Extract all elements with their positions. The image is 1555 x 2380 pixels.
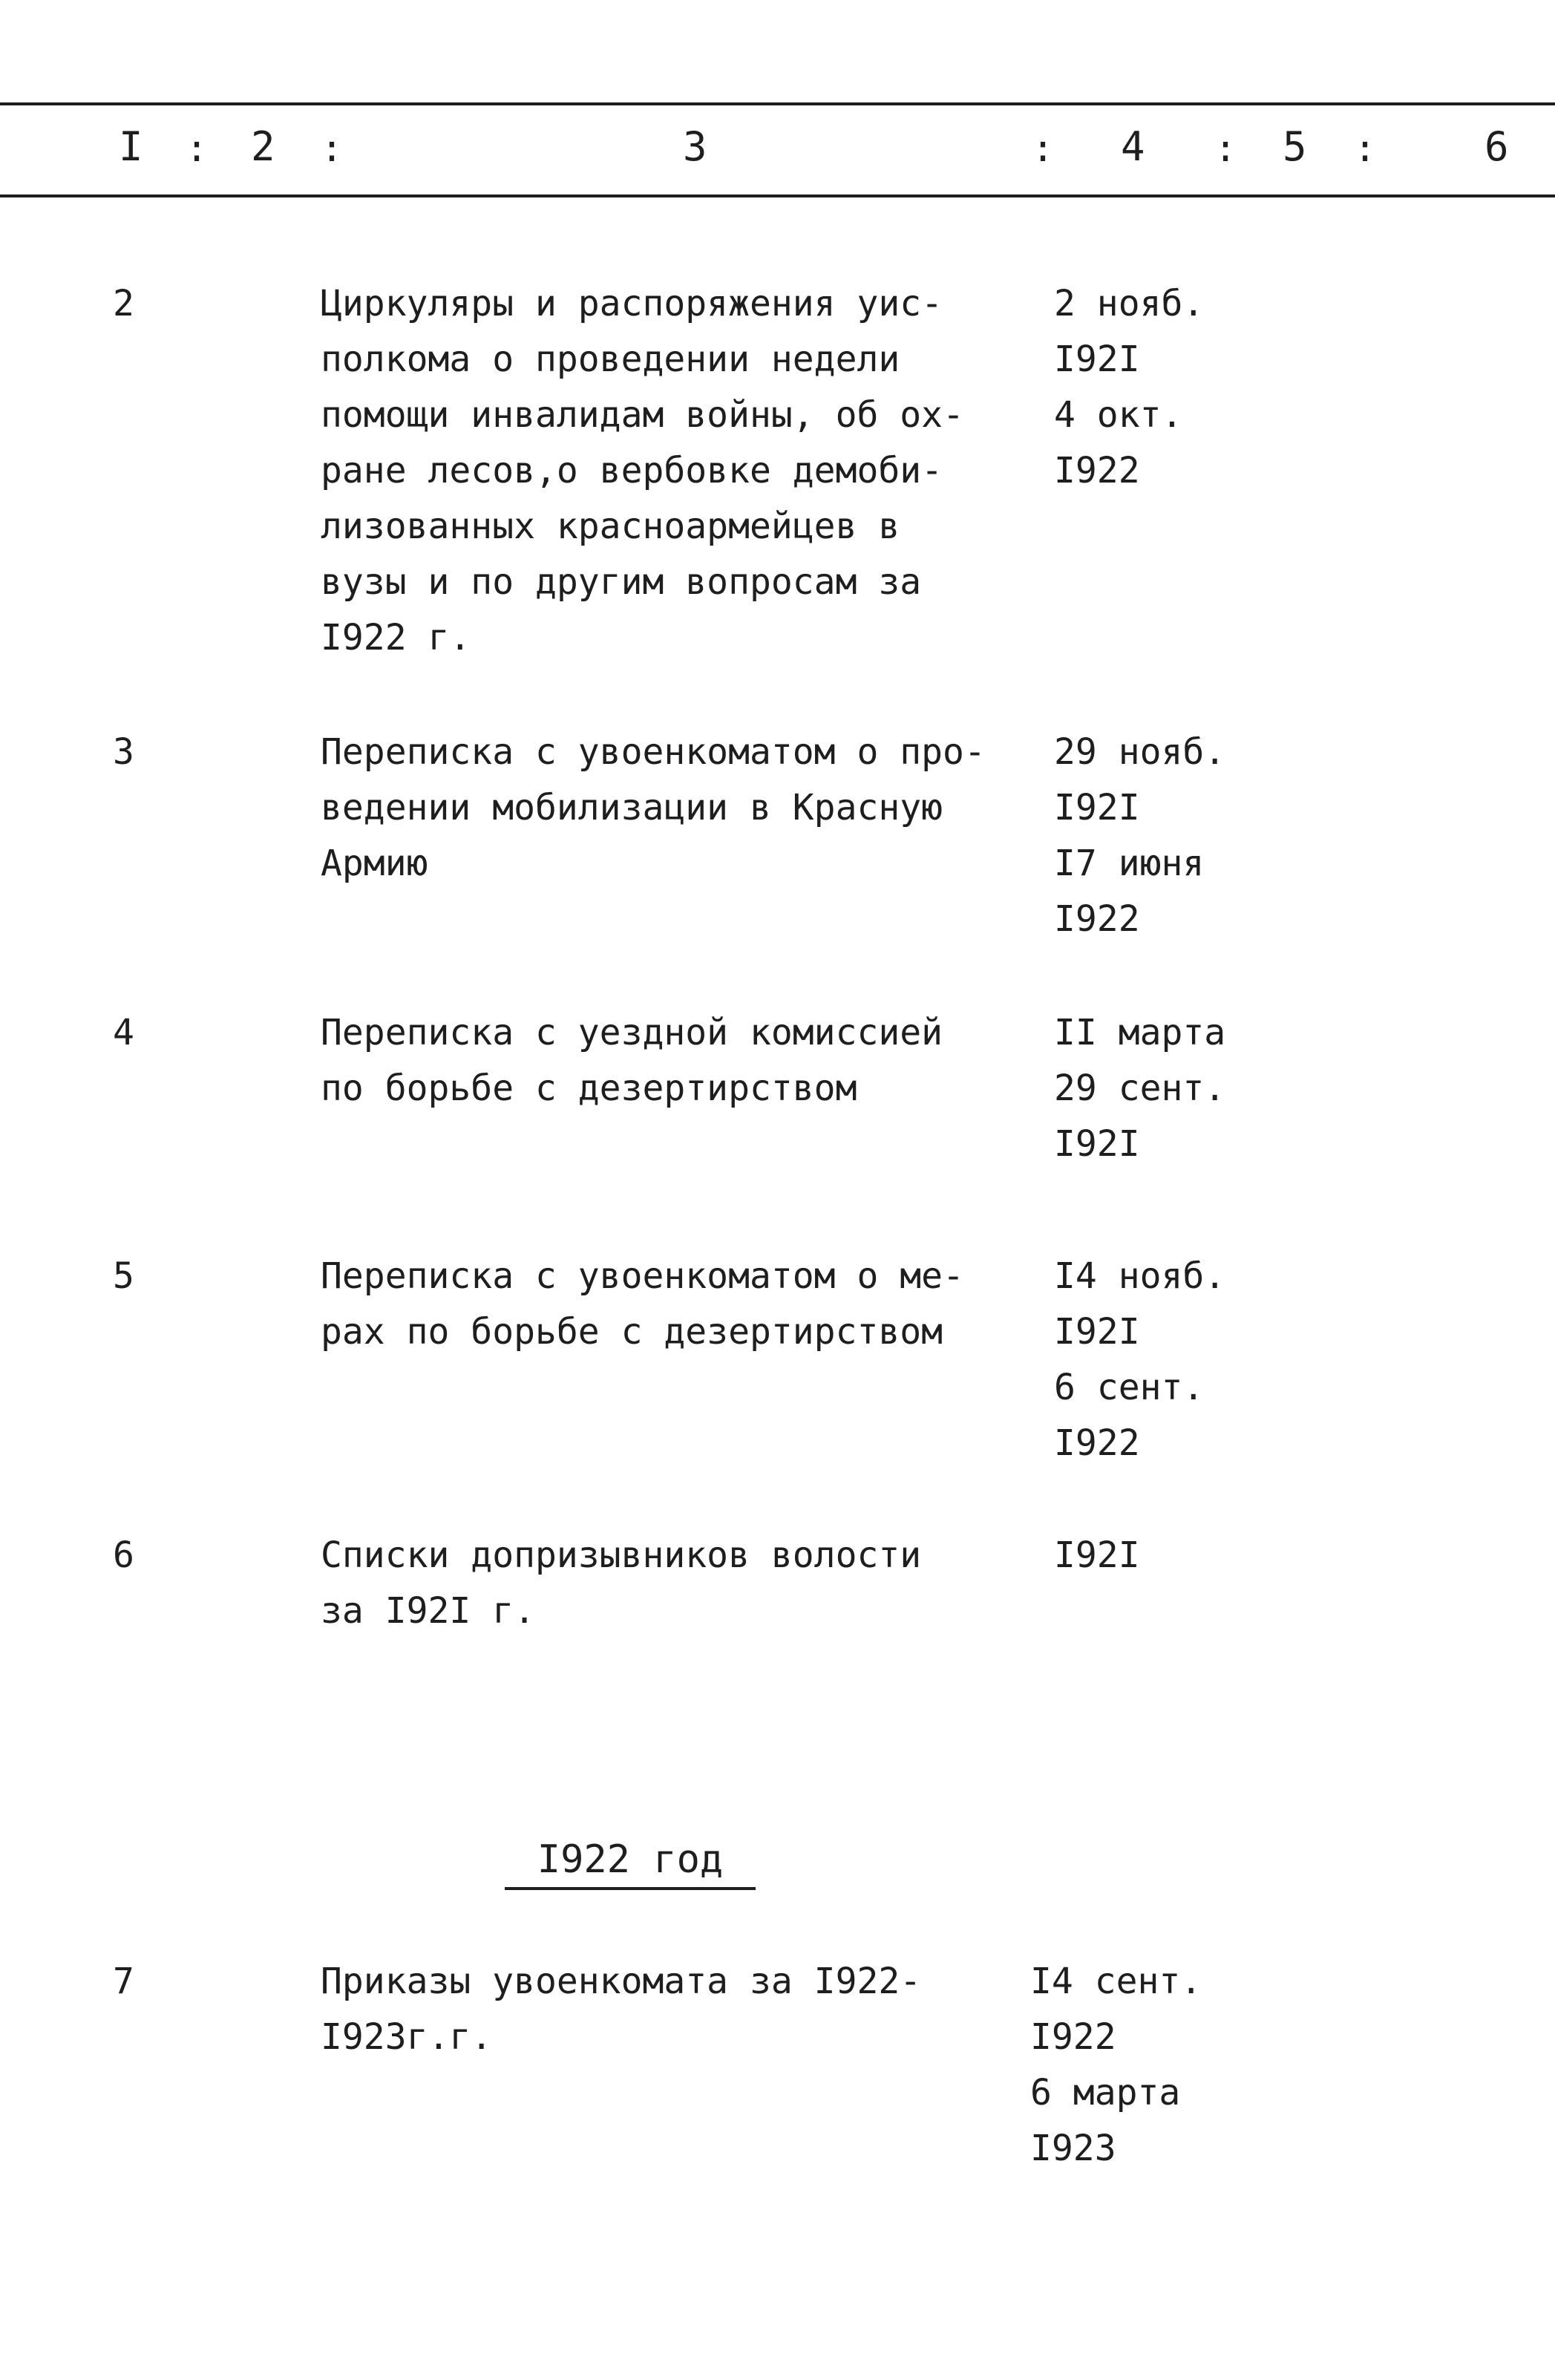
entry-number: 4 <box>113 1012 134 1053</box>
column-separator: : <box>1354 127 1377 170</box>
entry-title-line: вузы и по другим вопросам за <box>321 561 922 603</box>
entry-title-line: Переписка с увоенкоматом о про- <box>321 731 986 773</box>
entry-title-line: Переписка с уездной комиссией <box>321 1012 943 1053</box>
column-header-3: 3 <box>683 123 707 170</box>
entry-number: 2 <box>113 283 134 324</box>
entry-title-line: помощи инвалидам войны, об ох- <box>321 394 964 436</box>
column-separator: : <box>186 127 209 170</box>
entry-date-line: I922 <box>1054 450 1140 491</box>
entry-date-line: I4 сент. <box>1030 1961 1202 2002</box>
entry-dates <box>1054 276 1204 499</box>
entry-number: 3 <box>113 731 134 773</box>
entry-title <box>321 1005 943 1117</box>
entry-dates <box>1054 1005 1225 1172</box>
column-separator: : <box>1214 127 1237 170</box>
entry-number: 6 <box>113 1534 134 1576</box>
column-separator: : <box>321 127 344 170</box>
entry-date-line: I7 июня <box>1054 843 1205 884</box>
column-header-2: 2 <box>251 123 275 170</box>
entry-date-line: I92I <box>1054 1123 1140 1165</box>
entry-title-line: за I92I г. <box>321 1590 535 1632</box>
section-year-heading: I922 год <box>537 1837 724 1882</box>
entry-dates <box>1054 1528 1140 1583</box>
entry-date-line: 6 сент. <box>1054 1367 1205 1408</box>
column-header-5: 5 <box>1283 123 1307 170</box>
entry-title <box>321 1954 921 2065</box>
entry-date-line: 2 нояб. <box>1054 283 1205 324</box>
entry-number: 5 <box>113 1255 134 1297</box>
entry-date-line: I923 <box>1030 2128 1116 2169</box>
entry-date-line: I92I <box>1054 339 1140 380</box>
header-bottom-rule <box>0 194 1555 197</box>
entry-date-line: 6 марта <box>1030 2072 1181 2113</box>
entry-title-line: Циркуляры и распоряжения уис- <box>321 283 943 324</box>
entry-title <box>321 1249 964 1360</box>
entry-title-line: Переписка с увоенкоматом о ме- <box>321 1255 964 1297</box>
column-separator: : <box>1032 127 1055 170</box>
entry-title-line: полкома о проведении недели <box>321 339 900 380</box>
entry-date-line: II марта <box>1054 1012 1226 1053</box>
entry-dates <box>1030 1954 1202 2177</box>
entry-title-line: Армию <box>321 843 428 884</box>
entry-date-line: I92I <box>1054 1311 1140 1353</box>
entry-date-line: I92I <box>1054 787 1140 828</box>
column-header-4: 4 <box>1121 123 1145 170</box>
entry-dates <box>1054 725 1225 947</box>
entry-title-line: ведении мобилизации в Красную <box>321 787 943 828</box>
entry-number: 7 <box>113 1961 134 2002</box>
entry-title <box>321 276 964 666</box>
column-header-1: I <box>119 123 143 170</box>
entry-title-line: I922 г. <box>321 617 471 658</box>
entry-title <box>321 1528 921 1639</box>
entry-date-line: I92I <box>1054 1534 1140 1576</box>
entry-title-line: лизованных красноармейцев в <box>321 506 900 547</box>
entry-date-line: 4 окт. <box>1054 394 1183 436</box>
column-header-6: 6 <box>1484 123 1509 170</box>
entry-title-line: Приказы увоенкомата за I922- <box>321 1961 922 2002</box>
entry-date-line: I4 нояб. <box>1054 1255 1226 1297</box>
header-top-rule <box>0 102 1555 105</box>
entry-date-line: 29 сент. <box>1054 1068 1226 1109</box>
entry-title <box>321 725 986 892</box>
entry-title-line: по борьбе с дезертирством <box>321 1068 857 1109</box>
entry-title-line: ране лесов,о вербовке демоби- <box>321 450 943 491</box>
entry-title-line: I923г.г. <box>321 2016 493 2058</box>
entry-date-line: I922 <box>1054 1422 1140 1464</box>
entry-date-line: I922 <box>1054 898 1140 940</box>
entry-title-line: Списки допризывников волости <box>321 1534 922 1576</box>
entry-dates <box>1054 1249 1225 1471</box>
entry-date-line: I922 <box>1030 2016 1116 2058</box>
section-heading-underline <box>505 1887 756 1890</box>
entry-title-line: рах по борьбе с дезертирством <box>321 1311 943 1353</box>
entry-date-line: 29 нояб. <box>1054 731 1226 773</box>
